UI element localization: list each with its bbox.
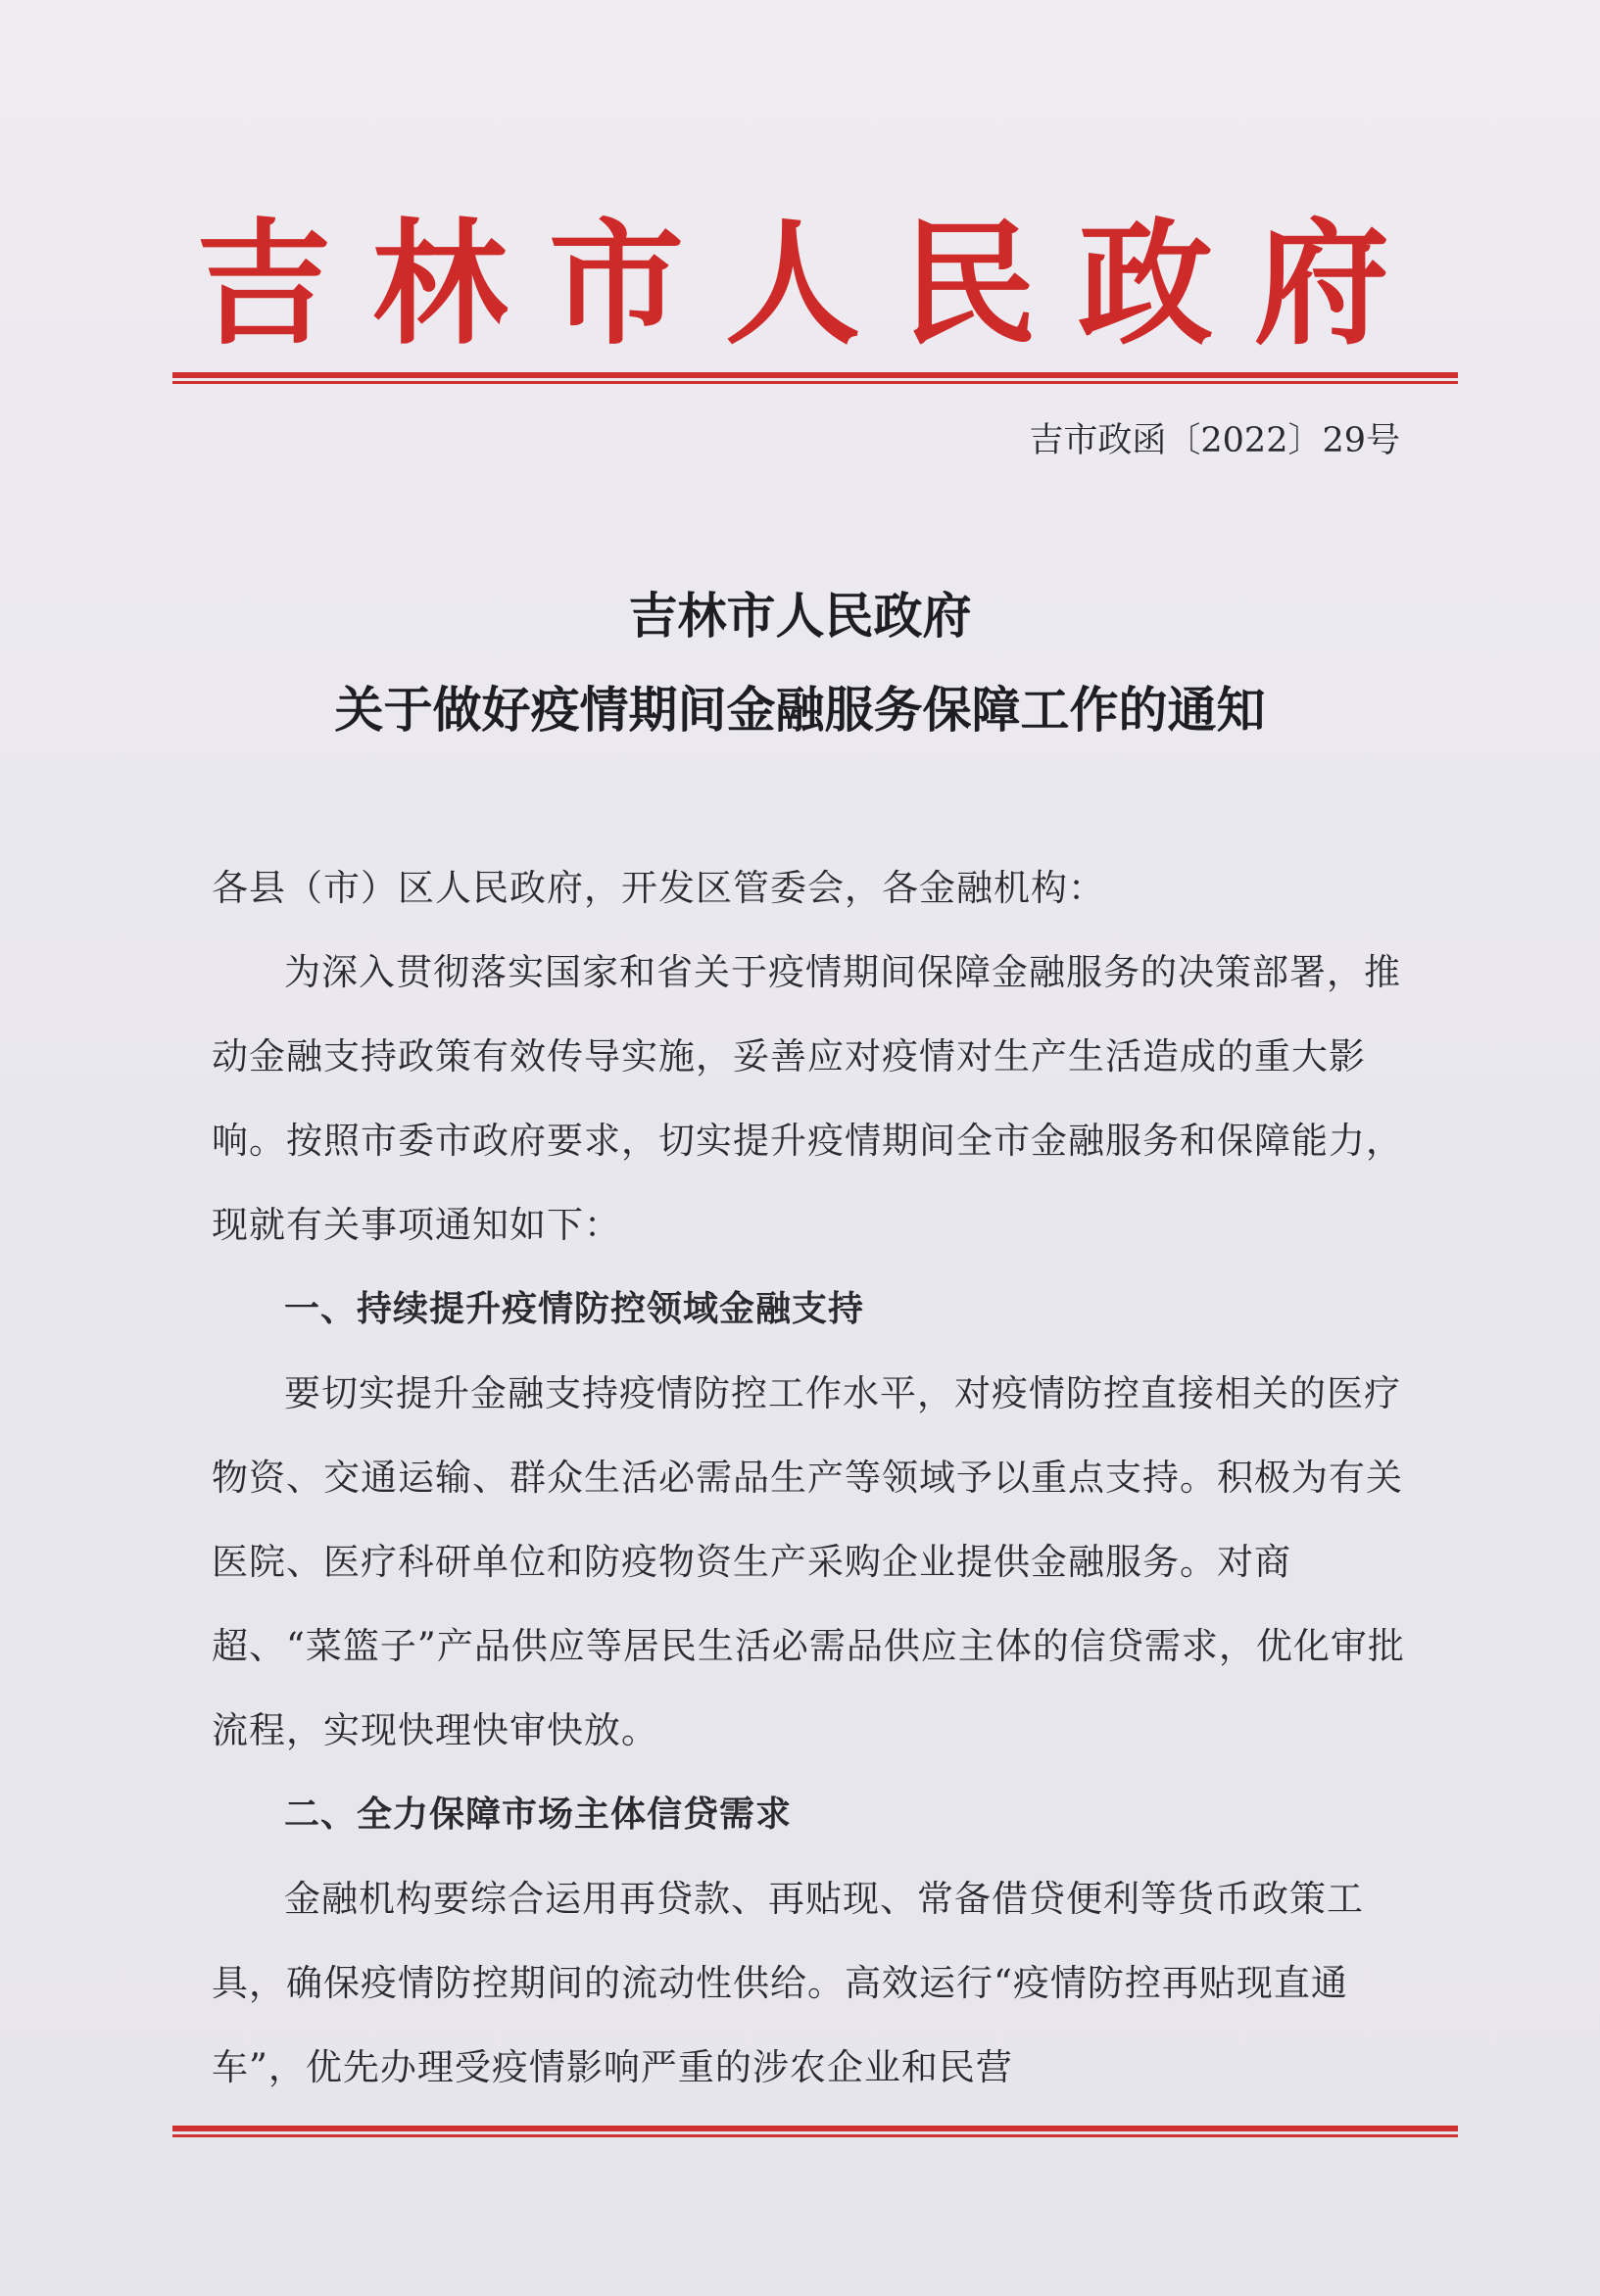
footer-red-rule [172,2126,1458,2137]
section-1-paragraph: 要切实提升金融支持疫情防控工作水平，对疫情防控直接相关的医疗物资、交通运输、群众生活必需品生产等领域予以重点支持。积极为有关医院、医疗科研单位和防疫物资生产采购企业提供金融服务。对商超、“菜篮子”产品供应等居民生活必需品供应主体的信贷需求，优化审批流程，实现快理快审快放。 [212,1372,1405,1751]
section-2-heading: 二、全力保障市场主体信贷需求 [284,1794,793,1835]
salutation: 各县（市）区人民政府，开发区管委会，各金融机构： [212,867,1105,909]
document-body [212,846,1413,2110]
issuer-masthead: 吉林市人民政府 [196,204,1431,363]
intro-paragraph: 为深入贯彻落实国家和省关于疫情期间保障金融服务的决策部署，推动金融支持政策有效传导实施，妥善应对疫情对生产生活造成的重大影响。按照市委市政府要求，切实提升疫情期间全市金融服务和保障能力，现就有关事项通知如下： [212,951,1403,1246]
document-number: 吉市政函〔2022〕29号 [1029,421,1400,460]
section-2-paragraph: 金融机构要综合运用再贷款、再贴现、常备借贷便利等货币政策工具，确保疫情防控期间的流动性供给。高效运行“疫情防控再贴现直通车”，优先办理受疫情影响严重的涉农企业和民营 [212,1878,1364,2088]
section-1-heading: 一、持续提升疫情防控领域金融支持 [284,1289,865,1329]
title-line-1: 吉林市人民政府 [628,588,972,645]
masthead-red-rule [172,372,1458,384]
title-line-2: 关于做好疫情期间金融服务保障工作的通知 [334,682,1266,739]
